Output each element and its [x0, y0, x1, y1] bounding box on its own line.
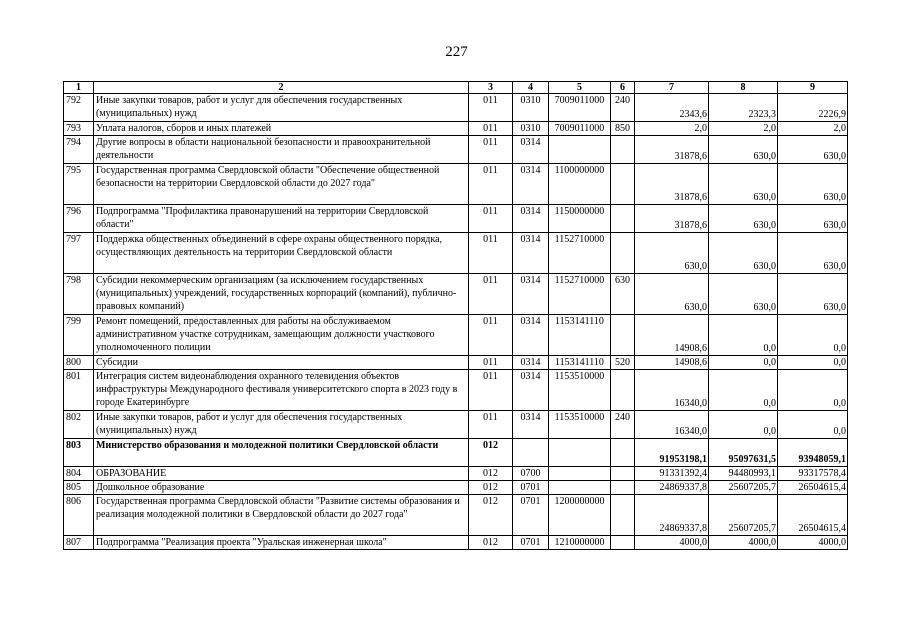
amount-year3-cell: 630,0: [778, 233, 848, 274]
amount-year1-cell: 630,0: [635, 274, 709, 315]
ministry-code-cell: 011: [469, 233, 513, 274]
table-row: [64, 233, 848, 274]
table-row: [64, 370, 848, 411]
amount-year1-cell: 14908,6: [635, 356, 709, 370]
target-item-cell: [549, 481, 611, 495]
row-name-cell: Государственная программа Свердловской области "Развитие системы образования и реализация молодежной политики в Свердловской области до 2027 года": [94, 495, 469, 536]
target-item-cell: 1153510000: [549, 370, 611, 411]
target-item-cell: 1153141110: [549, 356, 611, 370]
amount-year3-cell: 93317578,4: [778, 467, 848, 481]
target-item-cell: 7009011000: [549, 94, 611, 122]
target-item-cell: 1153510000: [549, 411, 611, 439]
amount-year3-cell: 0,0: [778, 411, 848, 439]
row-name-cell: Интеграция систем видеонаблюдения охранного телевидения объектов инфраструктуры Международного фестиваля университетского спорта в 2023 году в городе Екатеринбурге: [94, 370, 469, 411]
row-number-cell: 801: [64, 370, 94, 411]
section-code-cell: 0701: [513, 495, 549, 536]
ministry-code-cell: 011: [469, 164, 513, 205]
row-name-cell: Министерство образования и молодежной политики Свердловской области: [94, 439, 469, 467]
amount-year3-cell: 26504615,4: [778, 481, 848, 495]
row-name-cell: Иные закупки товаров, работ и услуг для обеспечения государственных (муниципальных) нужд: [94, 94, 469, 122]
table-row: [64, 122, 848, 136]
row-number-cell: 792: [64, 94, 94, 122]
row-number-cell: 804: [64, 467, 94, 481]
budget-table: [63, 81, 848, 550]
amount-year1-cell: 16340,0: [635, 411, 709, 439]
header-cell: 1: [64, 82, 94, 94]
expense-type-cell: [611, 136, 635, 164]
target-item-cell: 1150000000: [549, 205, 611, 233]
header-cell: 2: [94, 82, 469, 94]
target-item-cell: 1210000000: [549, 536, 611, 550]
ministry-code-cell: 011: [469, 411, 513, 439]
ministry-code-cell: 011: [469, 274, 513, 315]
target-item-cell: 1152710000: [549, 233, 611, 274]
expense-type-cell: [611, 481, 635, 495]
amount-year2-cell: 630,0: [709, 233, 778, 274]
amount-year3-cell: 630,0: [778, 136, 848, 164]
ministry-code-cell: 011: [469, 356, 513, 370]
amount-year1-cell: 630,0: [635, 233, 709, 274]
amount-year2-cell: 25607205,7: [709, 481, 778, 495]
row-name-cell: Поддержка общественных объединений в сфере охраны общественного порядка, осуществляющих деятельность на территории Свердловской области: [94, 233, 469, 274]
row-name-cell: Иные закупки товаров, работ и услуг для обеспечения государственных (муниципальных) нужд: [94, 411, 469, 439]
row-number-cell: 800: [64, 356, 94, 370]
table-row: [64, 274, 848, 315]
ministry-code-cell: 011: [469, 136, 513, 164]
amount-year2-cell: 630,0: [709, 136, 778, 164]
row-number-cell: 797: [64, 233, 94, 274]
amount-year1-cell: 31878,6: [635, 136, 709, 164]
amount-year1-cell: 91331392,4: [635, 467, 709, 481]
table-row: [64, 439, 848, 467]
target-item-cell: 1153141110: [549, 315, 611, 356]
section-code-cell: 0701: [513, 481, 549, 495]
row-number-cell: 805: [64, 481, 94, 495]
expense-type-cell: 850: [611, 122, 635, 136]
table-row: [64, 481, 848, 495]
row-name-cell: Подпрограмма "Реализация проекта "Уральская инженерная школа": [94, 536, 469, 550]
target-item-cell: 1100000000: [549, 164, 611, 205]
table-header-row: [64, 82, 848, 94]
section-code-cell: 0314: [513, 370, 549, 411]
row-number-cell: 794: [64, 136, 94, 164]
table-row: [64, 411, 848, 439]
amount-year2-cell: 95097631,5: [709, 439, 778, 467]
expense-type-cell: 630: [611, 274, 635, 315]
section-code-cell: 0310: [513, 122, 549, 136]
section-code-cell: 0700: [513, 467, 549, 481]
row-number-cell: 795: [64, 164, 94, 205]
row-name-cell: Уплата налогов, сборов и иных платежей: [94, 122, 469, 136]
section-code-cell: 0310: [513, 94, 549, 122]
table-row: [64, 536, 848, 550]
page-number: 227: [445, 44, 468, 60]
amount-year3-cell: 0,0: [778, 356, 848, 370]
ministry-code-cell: 011: [469, 315, 513, 356]
amount-year1-cell: 31878,6: [635, 205, 709, 233]
row-name-cell: Субсидии: [94, 356, 469, 370]
amount-year2-cell: 630,0: [709, 274, 778, 315]
expense-type-cell: [611, 467, 635, 481]
header-cell: 3: [469, 82, 513, 94]
row-name-cell: ОБРАЗОВАНИЕ: [94, 467, 469, 481]
amount-year1-cell: 31878,6: [635, 164, 709, 205]
amount-year1-cell: 2,0: [635, 122, 709, 136]
ministry-code-cell: 012: [469, 481, 513, 495]
row-name-cell: Ремонт помещений, предоставленных для работы на обслуживаемом административном участке сотрудникам, замещающим должности участкового уполномоченного полиции: [94, 315, 469, 356]
amount-year2-cell: 630,0: [709, 205, 778, 233]
section-code-cell: 0314: [513, 205, 549, 233]
target-item-cell: [549, 136, 611, 164]
row-name-cell: Государственная программа Свердловской области "Обеспечение общественной безопасности на территории Свердловской области до 2027 года": [94, 164, 469, 205]
expense-type-cell: 520: [611, 356, 635, 370]
amount-year1-cell: 91953198,1: [635, 439, 709, 467]
amount-year3-cell: 630,0: [778, 164, 848, 205]
ministry-code-cell: 012: [469, 536, 513, 550]
table-row: [64, 94, 848, 122]
target-item-cell: 7009011000: [549, 122, 611, 136]
amount-year2-cell: 2,0: [709, 122, 778, 136]
amount-year1-cell: 14908,6: [635, 315, 709, 356]
expense-type-cell: 240: [611, 94, 635, 122]
amount-year3-cell: 630,0: [778, 274, 848, 315]
row-number-cell: 793: [64, 122, 94, 136]
table-row: [64, 495, 848, 536]
section-code-cell: 0314: [513, 164, 549, 205]
amount-year1-cell: 2343,6: [635, 94, 709, 122]
amount-year1-cell: 24869337,8: [635, 481, 709, 495]
ministry-code-cell: 011: [469, 370, 513, 411]
amount-year3-cell: 0,0: [778, 315, 848, 356]
row-number-cell: 796: [64, 205, 94, 233]
target-item-cell: 1200000000: [549, 495, 611, 536]
expense-type-cell: [611, 495, 635, 536]
section-code-cell: 0314: [513, 356, 549, 370]
row-number-cell: 799: [64, 315, 94, 356]
target-item-cell: 1152710000: [549, 274, 611, 315]
expense-type-cell: [611, 370, 635, 411]
header-cell: 6: [611, 82, 635, 94]
section-code-cell: 0314: [513, 233, 549, 274]
header-cell: 7: [635, 82, 709, 94]
amount-year2-cell: 4000,0: [709, 536, 778, 550]
row-name-cell: Дошкольное образование: [94, 481, 469, 495]
ministry-code-cell: 011: [469, 94, 513, 122]
section-code-cell: 0314: [513, 411, 549, 439]
table-row: [64, 205, 848, 233]
section-code-cell: 0314: [513, 136, 549, 164]
amount-year2-cell: 630,0: [709, 164, 778, 205]
expense-type-cell: [611, 205, 635, 233]
expense-type-cell: [611, 536, 635, 550]
header-cell: 8: [709, 82, 778, 94]
section-code-cell: [513, 439, 549, 467]
row-number-cell: 798: [64, 274, 94, 315]
ministry-code-cell: 012: [469, 495, 513, 536]
amount-year3-cell: 93948059,1: [778, 439, 848, 467]
amount-year2-cell: 25607205,7: [709, 495, 778, 536]
amount-year3-cell: 26504615,4: [778, 495, 848, 536]
amount-year1-cell: 4000,0: [635, 536, 709, 550]
row-number-cell: 802: [64, 411, 94, 439]
header-cell: 5: [549, 82, 611, 94]
section-code-cell: 0314: [513, 315, 549, 356]
row-name-cell: Подпрограмма "Профилактика правонарушений на территории Свердловской области": [94, 205, 469, 233]
header-cell: 9: [778, 82, 848, 94]
table-row: [64, 136, 848, 164]
row-number-cell: 806: [64, 495, 94, 536]
ministry-code-cell: 012: [469, 467, 513, 481]
ministry-code-cell: 012: [469, 439, 513, 467]
row-number-cell: 807: [64, 536, 94, 550]
table-row: [64, 467, 848, 481]
expense-type-cell: [611, 439, 635, 467]
amount-year3-cell: 0,0: [778, 370, 848, 411]
expense-type-cell: [611, 315, 635, 356]
amount-year1-cell: 24869337,8: [635, 495, 709, 536]
amount-year2-cell: 0,0: [709, 356, 778, 370]
amount-year1-cell: 16340,0: [635, 370, 709, 411]
header-cell: 4: [513, 82, 549, 94]
amount-year2-cell: 94480993,1: [709, 467, 778, 481]
amount-year3-cell: 2,0: [778, 122, 848, 136]
table-row: [64, 315, 848, 356]
ministry-code-cell: 011: [469, 122, 513, 136]
table-row: [64, 356, 848, 370]
amount-year2-cell: 0,0: [709, 370, 778, 411]
amount-year2-cell: 0,0: [709, 315, 778, 356]
expense-type-cell: [611, 233, 635, 274]
section-code-cell: 0314: [513, 274, 549, 315]
amount-year3-cell: 630,0: [778, 205, 848, 233]
amount-year3-cell: 4000,0: [778, 536, 848, 550]
amount-year3-cell: 2226,9: [778, 94, 848, 122]
row-name-cell: Субсидии некоммерческим организациям (за исключением государственных (муниципальных) учреждений, государственных корпораций (компаний), публично-правовых компаний): [94, 274, 469, 315]
target-item-cell: [549, 467, 611, 481]
amount-year2-cell: 0,0: [709, 411, 778, 439]
row-number-cell: 803: [64, 439, 94, 467]
section-code-cell: 0701: [513, 536, 549, 550]
amount-year2-cell: 2323,3: [709, 94, 778, 122]
expense-type-cell: 240: [611, 411, 635, 439]
ministry-code-cell: 011: [469, 205, 513, 233]
table-row: [64, 164, 848, 205]
row-name-cell: Другие вопросы в области национальной безопасности и правоохранительной деятельности: [94, 136, 469, 164]
target-item-cell: [549, 439, 611, 467]
expense-type-cell: [611, 164, 635, 205]
